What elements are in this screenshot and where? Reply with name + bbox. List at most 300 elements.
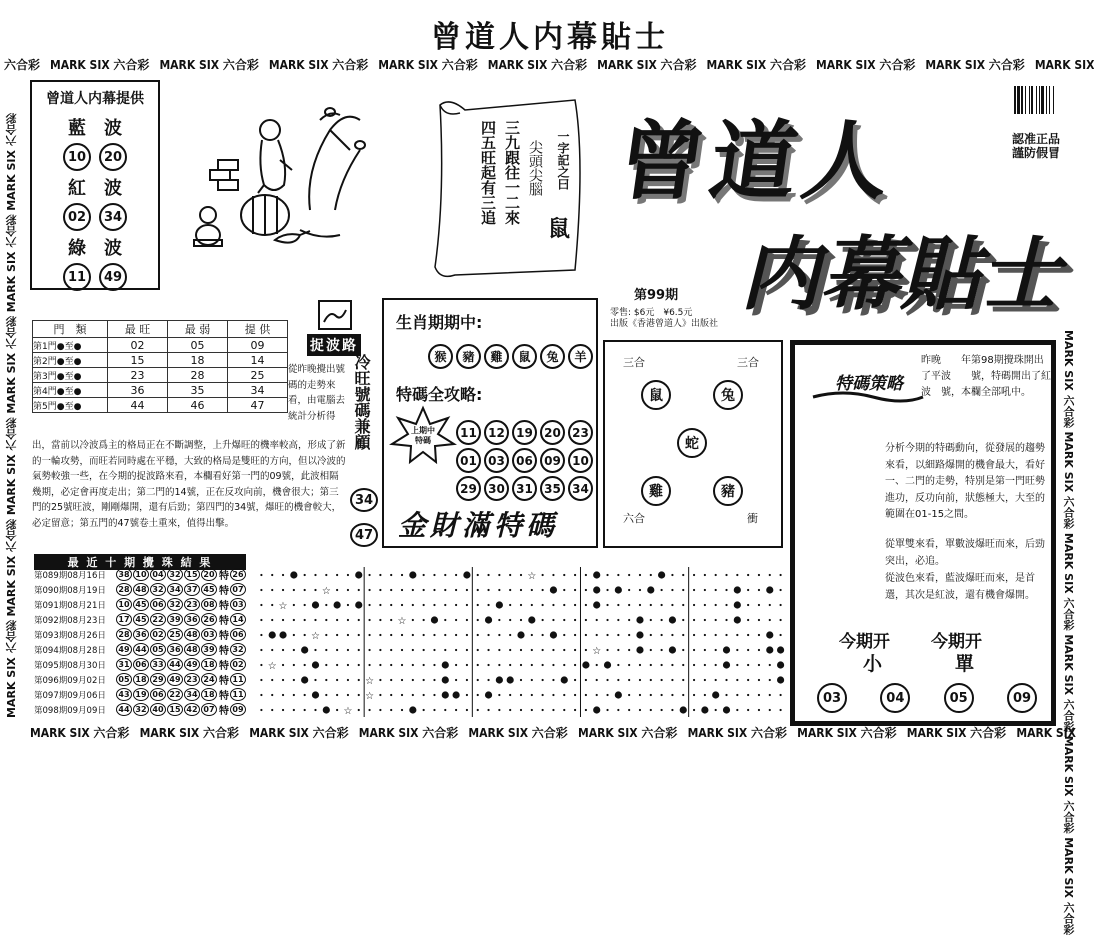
brand-band-bottom bbox=[30, 724, 1076, 741]
grid-dot bbox=[390, 619, 392, 621]
col-header: 門 類 bbox=[33, 321, 108, 338]
grid-dot bbox=[563, 604, 565, 606]
grid-dot bbox=[585, 619, 587, 621]
grid-dot bbox=[358, 634, 360, 636]
grid-dot bbox=[552, 619, 554, 621]
drawn-number-mark bbox=[615, 691, 622, 698]
grid-dot bbox=[639, 694, 641, 696]
sanhe-animal: 蛇 bbox=[677, 428, 707, 458]
waves-box bbox=[30, 80, 160, 290]
result-period: 第090期08月19日 bbox=[34, 585, 106, 596]
grid-dot bbox=[617, 709, 619, 711]
grid-dot bbox=[693, 709, 695, 711]
drawn-number-mark bbox=[636, 631, 643, 638]
grid-dot bbox=[704, 664, 706, 666]
catch-wave-icon bbox=[318, 300, 352, 330]
grid-dot bbox=[487, 574, 489, 576]
grid-dot bbox=[379, 574, 381, 576]
zodiac-animals bbox=[428, 344, 593, 369]
result-row bbox=[34, 567, 256, 582]
grid-dot bbox=[477, 634, 479, 636]
drawn-number-mark bbox=[701, 706, 708, 713]
strategy-banner-icon bbox=[813, 389, 923, 405]
grid-dot bbox=[282, 619, 284, 621]
grid-dot bbox=[325, 634, 327, 636]
grid-dot bbox=[715, 709, 717, 711]
drawn-number-mark bbox=[301, 676, 308, 683]
result-number: 45 bbox=[133, 598, 149, 611]
grid-dot bbox=[661, 649, 663, 651]
brand-label: MARK SIX 六合彩 bbox=[925, 58, 1025, 72]
grid-dot bbox=[466, 634, 468, 636]
special-number: 20 bbox=[540, 420, 565, 445]
grid-dot bbox=[542, 649, 544, 651]
door-label: 第2門 bbox=[33, 356, 57, 367]
grid-dot bbox=[509, 604, 511, 606]
result-number: 42 bbox=[184, 703, 200, 716]
grid-dot bbox=[390, 679, 392, 681]
catch-wave-short: 從昨晚攪出號碼的走勢來看，由電腦去統計分析得 bbox=[288, 364, 346, 422]
grid-dot bbox=[671, 664, 673, 666]
result-number: 36 bbox=[167, 643, 183, 656]
drawn-number-mark bbox=[636, 616, 643, 623]
drawn-number-mark bbox=[766, 646, 773, 653]
drawn-number-mark bbox=[582, 661, 589, 668]
green-num: 49 bbox=[99, 263, 127, 291]
result-number: 15 bbox=[167, 703, 183, 716]
grid-dot bbox=[304, 589, 306, 591]
result-period: 第097期09月06日 bbox=[34, 690, 106, 701]
grid-dot bbox=[639, 604, 641, 606]
grid-dot bbox=[779, 619, 781, 621]
drawn-number-mark bbox=[312, 661, 319, 668]
grid-dot bbox=[617, 604, 619, 606]
grid-dot bbox=[260, 694, 262, 696]
grid-dot bbox=[520, 679, 522, 681]
grid-dot bbox=[682, 619, 684, 621]
grid-dot bbox=[401, 574, 403, 576]
grid-dot bbox=[542, 679, 544, 681]
result-number: 43 bbox=[116, 688, 132, 701]
drawn-number-mark bbox=[593, 586, 600, 593]
grid-dot bbox=[466, 589, 468, 591]
sanhe-animal: 兔 bbox=[713, 380, 743, 410]
special-label: 特 bbox=[219, 676, 229, 687]
grid-dot bbox=[347, 604, 349, 606]
result-number: 06 bbox=[150, 688, 166, 701]
grid-dot bbox=[509, 634, 511, 636]
grid-dot bbox=[585, 634, 587, 636]
grid-dot bbox=[336, 664, 338, 666]
grid-dot bbox=[379, 679, 381, 681]
barcode-icon bbox=[1012, 86, 1072, 120]
grid-dot bbox=[520, 709, 522, 711]
grid-dot bbox=[498, 709, 500, 711]
grid-dot bbox=[477, 664, 479, 666]
drawn-number-mark bbox=[431, 616, 438, 623]
grid-dot bbox=[455, 679, 457, 681]
special-label: 特 bbox=[219, 706, 229, 717]
drawn-number-mark bbox=[355, 601, 362, 608]
grid-dot bbox=[552, 694, 554, 696]
special-star-mark: ☆ bbox=[311, 631, 320, 642]
brand-label: MARK SIX 六合彩 bbox=[268, 58, 369, 72]
drawn-number-mark bbox=[723, 661, 730, 668]
grid-dot bbox=[314, 649, 316, 651]
result-number: 10 bbox=[133, 568, 149, 581]
grid-dot bbox=[758, 574, 760, 576]
grid-dot bbox=[293, 649, 295, 651]
grid-dot bbox=[606, 619, 608, 621]
grid-dot bbox=[563, 634, 565, 636]
grid-dot bbox=[747, 679, 749, 681]
grid-dot bbox=[617, 664, 619, 666]
min-value: 46 bbox=[168, 398, 228, 413]
grid-dot bbox=[293, 679, 295, 681]
grid-dot bbox=[585, 679, 587, 681]
pick-value: 09 bbox=[228, 338, 288, 353]
grid-dot bbox=[304, 574, 306, 576]
grid-dot bbox=[552, 604, 554, 606]
pick-value: 34 bbox=[228, 383, 288, 398]
grid-dot bbox=[325, 664, 327, 666]
grid-dot bbox=[379, 649, 381, 651]
grid-dot bbox=[498, 664, 500, 666]
special-star-mark: ☆ bbox=[397, 616, 407, 627]
pick-value: 14 bbox=[228, 353, 288, 368]
max-value: 23 bbox=[108, 368, 168, 383]
grid-dot bbox=[563, 664, 565, 666]
grid-dot bbox=[531, 664, 533, 666]
grid-dot bbox=[639, 574, 641, 576]
blue-wave-label: 藍 波 bbox=[68, 118, 122, 139]
drawn-number-mark bbox=[777, 676, 784, 683]
drawn-number-mark bbox=[734, 601, 741, 608]
grid-dot bbox=[531, 649, 533, 651]
grid-dot bbox=[487, 679, 489, 681]
zodiac-animal: 兔 bbox=[540, 344, 565, 369]
grid-dot bbox=[314, 619, 316, 621]
drawn-number-mark bbox=[323, 706, 330, 713]
result-number: 20 bbox=[201, 568, 217, 581]
grid-dot bbox=[693, 589, 695, 591]
grid-dot bbox=[779, 709, 781, 711]
grid-dot bbox=[628, 619, 630, 621]
special-number: 12 bbox=[484, 420, 509, 445]
grid-dot bbox=[552, 649, 554, 651]
grid-dot bbox=[671, 709, 673, 711]
grid-dot bbox=[520, 574, 522, 576]
result-row bbox=[34, 672, 256, 687]
catch-num: 34 bbox=[350, 488, 378, 512]
grid-dot bbox=[379, 634, 381, 636]
grid-dot bbox=[747, 574, 749, 576]
grid-dot bbox=[606, 649, 608, 651]
grid-dot bbox=[336, 619, 338, 621]
special-label: 特 bbox=[219, 586, 229, 597]
grid-dot bbox=[477, 574, 479, 576]
door-table bbox=[32, 320, 288, 413]
result-special: 06 bbox=[230, 628, 246, 641]
authentic-label: 認准正品 bbox=[1012, 132, 1061, 146]
grid-dot bbox=[260, 619, 262, 621]
result-number: 44 bbox=[167, 658, 183, 671]
result-number: 19 bbox=[133, 688, 149, 701]
grid-dot bbox=[704, 649, 706, 651]
grid-dot bbox=[358, 709, 360, 711]
drawn-number-mark bbox=[301, 646, 308, 653]
grid-dot bbox=[347, 574, 349, 576]
door-range: 至 bbox=[64, 371, 74, 382]
grid-dot bbox=[682, 649, 684, 651]
brand-band-top bbox=[4, 56, 1094, 73]
grid-dot bbox=[293, 604, 295, 606]
grid-dot bbox=[336, 679, 338, 681]
grid-dot bbox=[769, 664, 771, 666]
grid-dot bbox=[661, 604, 663, 606]
grid-dot bbox=[704, 634, 706, 636]
result-special: 26 bbox=[230, 568, 246, 581]
grid-dot bbox=[725, 619, 727, 621]
grid-dot bbox=[736, 649, 738, 651]
grid-dot bbox=[542, 619, 544, 621]
grid-dot bbox=[401, 649, 403, 651]
grid-dot bbox=[725, 679, 727, 681]
special-number: 34 bbox=[568, 476, 593, 501]
grid-dot bbox=[412, 694, 414, 696]
grid-dot bbox=[650, 604, 652, 606]
special-star-mark: ☆ bbox=[365, 676, 375, 687]
result-number: 05 bbox=[150, 643, 166, 656]
grid-dot bbox=[542, 709, 544, 711]
grid-dot bbox=[368, 634, 370, 636]
result-period: 第091期08月21日 bbox=[34, 600, 106, 611]
result-number: 28 bbox=[116, 628, 132, 641]
sanhe-animal: 鼠 bbox=[641, 380, 671, 410]
catch-wave-side: 冷旺號碼兼顧 bbox=[352, 354, 371, 450]
grid-dot bbox=[347, 694, 349, 696]
strategy-title: 特碼策略 bbox=[835, 374, 903, 394]
result-number: 06 bbox=[133, 658, 149, 671]
result-row bbox=[34, 582, 256, 597]
result-special: 32 bbox=[230, 643, 246, 656]
grid-dot bbox=[574, 649, 576, 651]
brand-label: MARK SIX 六合彩 bbox=[159, 58, 259, 72]
grid-dot bbox=[293, 664, 295, 666]
max-value: 44 bbox=[108, 398, 168, 413]
grid-dot bbox=[661, 589, 663, 591]
drawn-number-mark bbox=[593, 706, 600, 713]
grid-dot bbox=[617, 634, 619, 636]
grid-dot bbox=[509, 589, 511, 591]
grid-dot bbox=[260, 649, 262, 651]
grid-dot bbox=[271, 604, 273, 606]
grid-dot bbox=[347, 664, 349, 666]
col-header: 提 供 bbox=[228, 321, 288, 338]
brand-label: 六合彩 bbox=[4, 58, 41, 72]
grid-dot bbox=[477, 649, 479, 651]
grid-dot bbox=[769, 709, 771, 711]
grid-dot bbox=[466, 679, 468, 681]
zodiac-box bbox=[382, 298, 598, 548]
drawn-number-mark bbox=[550, 586, 557, 593]
result-number: 07 bbox=[201, 703, 217, 716]
grid-dot bbox=[304, 694, 306, 696]
grid-dot bbox=[271, 574, 273, 576]
grid-dot bbox=[271, 679, 273, 681]
grid-dot bbox=[412, 634, 414, 636]
grid-dot bbox=[682, 694, 684, 696]
drawn-number-mark bbox=[528, 616, 535, 623]
drawn-number-mark bbox=[312, 601, 319, 608]
grid-dot bbox=[606, 574, 608, 576]
strategy-box bbox=[790, 340, 1056, 726]
sanhe-label: 衝 bbox=[747, 512, 758, 525]
grid-dot bbox=[736, 634, 738, 636]
grid-dot bbox=[574, 589, 576, 591]
grid-dot bbox=[693, 664, 695, 666]
verdict-value: 小 bbox=[863, 653, 883, 675]
grid-dot bbox=[747, 664, 749, 666]
grid-dot bbox=[715, 574, 717, 576]
brand-label: MARK SIX 六合彩 bbox=[687, 726, 787, 740]
riddle-line-3: 四五旺起有三追 bbox=[479, 120, 497, 225]
grid-dot bbox=[531, 694, 533, 696]
grid-dot bbox=[552, 709, 554, 711]
grid-dot bbox=[779, 694, 781, 696]
brand-label: MARK SIX 六合彩 bbox=[487, 58, 588, 72]
grid-dot bbox=[574, 664, 576, 666]
grid-dot bbox=[314, 574, 316, 576]
result-number: 44 bbox=[116, 703, 132, 716]
special-label: 特 bbox=[219, 691, 229, 702]
min-value: 05 bbox=[168, 338, 228, 353]
grid-dot bbox=[639, 709, 641, 711]
result-number: 37 bbox=[184, 583, 200, 596]
grid-dot bbox=[758, 634, 760, 636]
special-number: 23 bbox=[568, 420, 593, 445]
grid-dot bbox=[574, 574, 576, 576]
result-number: 32 bbox=[167, 568, 183, 581]
grid-dot bbox=[498, 634, 500, 636]
grid-dot bbox=[628, 649, 630, 651]
special-number: 11 bbox=[456, 420, 481, 445]
grid-dot bbox=[368, 619, 370, 621]
grid-dot bbox=[542, 574, 544, 576]
grid-dot bbox=[704, 619, 706, 621]
grid-dot bbox=[304, 634, 306, 636]
brand-label: MARK SIX 六合彩 bbox=[468, 726, 568, 740]
grid-dot bbox=[671, 694, 673, 696]
result-number: 28 bbox=[116, 583, 132, 596]
grid-dot bbox=[531, 604, 533, 606]
grid-dot bbox=[260, 574, 262, 576]
grid-dot bbox=[769, 604, 771, 606]
blue-num: 10 bbox=[63, 143, 91, 171]
grid-dot bbox=[466, 649, 468, 651]
red-wave-label: 紅 波 bbox=[68, 178, 122, 199]
grid-dot bbox=[390, 649, 392, 651]
door-label: 第3門 bbox=[33, 371, 57, 382]
grid-dot bbox=[433, 589, 435, 591]
result-number: 49 bbox=[116, 643, 132, 656]
grid-dot bbox=[433, 679, 435, 681]
grid-dot bbox=[509, 619, 511, 621]
brand-label: MARK SIX 六合彩 bbox=[577, 726, 678, 740]
drawn-number-mark bbox=[734, 586, 741, 593]
drawn-number-mark bbox=[561, 676, 568, 683]
pick-numbers bbox=[817, 683, 1037, 713]
grid-dot bbox=[596, 694, 598, 696]
grid-dot bbox=[444, 604, 446, 606]
green-num: 11 bbox=[63, 263, 91, 291]
grid-dot bbox=[358, 694, 360, 696]
grid-dot bbox=[401, 634, 403, 636]
zodiac-title: 生肖期期中: bbox=[396, 313, 483, 332]
drawn-number-mark bbox=[777, 646, 784, 653]
grid-dot bbox=[477, 694, 479, 696]
grid-dot bbox=[390, 574, 392, 576]
grid-dot bbox=[444, 709, 446, 711]
publisher: 出版《香港曾道人》出版社 bbox=[610, 319, 719, 329]
door-range: 至 bbox=[64, 341, 74, 352]
grid-dot bbox=[293, 709, 295, 711]
grid-dot bbox=[769, 574, 771, 576]
brand-label: MARK SIX 六合彩 bbox=[706, 58, 806, 72]
grid-dot bbox=[682, 589, 684, 591]
catch-num: 47 bbox=[350, 523, 378, 547]
result-number: 36 bbox=[184, 613, 200, 626]
sanhe-label: 六合 bbox=[623, 512, 645, 525]
grid-dot bbox=[444, 589, 446, 591]
grid-dot bbox=[325, 679, 327, 681]
grid-dot bbox=[347, 649, 349, 651]
grid-dot bbox=[304, 709, 306, 711]
grid-dot bbox=[671, 634, 673, 636]
brand-label: MARK SIX 六合彩 bbox=[139, 726, 240, 740]
riddle-answer: 鼠 bbox=[548, 217, 571, 242]
result-number: 22 bbox=[150, 613, 166, 626]
grid-dot bbox=[293, 634, 295, 636]
drawn-number-mark bbox=[766, 586, 773, 593]
grid-dot bbox=[606, 694, 608, 696]
blue-wave-numbers bbox=[40, 143, 150, 171]
grid-dot bbox=[336, 574, 338, 576]
result-number: 32 bbox=[167, 598, 183, 611]
grid-dot bbox=[661, 664, 663, 666]
special-number: 03 bbox=[484, 448, 509, 473]
grid-dot bbox=[314, 709, 316, 711]
grid-dot bbox=[487, 709, 489, 711]
grid-dot bbox=[520, 649, 522, 651]
result-number: 39 bbox=[167, 613, 183, 626]
grid-dot bbox=[487, 664, 489, 666]
grid-dot bbox=[725, 694, 727, 696]
grid-dot bbox=[736, 574, 738, 576]
grid-dot bbox=[596, 664, 598, 666]
min-value: 35 bbox=[168, 383, 228, 398]
grid-dot bbox=[390, 634, 392, 636]
table-row: 第5門●至● 44 46 47 bbox=[33, 398, 288, 413]
result-number: 24 bbox=[201, 673, 217, 686]
grid-dot bbox=[715, 604, 717, 606]
grid-dot bbox=[606, 589, 608, 591]
result-number: 36 bbox=[133, 628, 149, 641]
grid-dot bbox=[336, 694, 338, 696]
drawn-number-mark bbox=[712, 691, 719, 698]
grid-dot bbox=[498, 619, 500, 621]
door-label: 第5門 bbox=[33, 401, 57, 412]
